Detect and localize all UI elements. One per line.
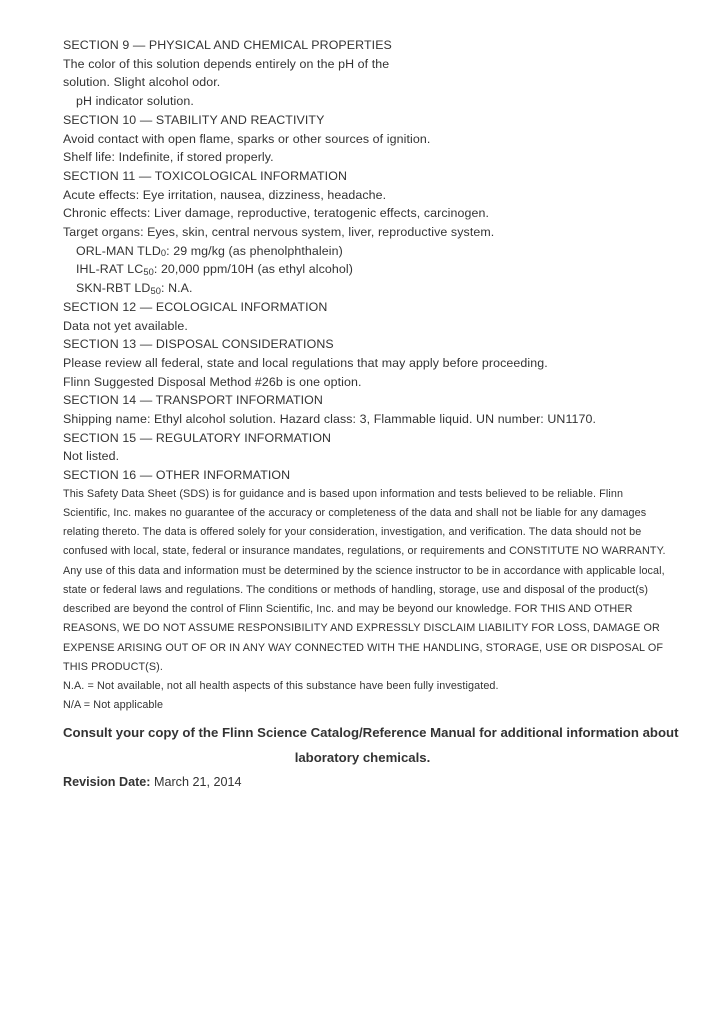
body-line: Acute effects: Eye irritation, nausea, dizziness, headache. <box>63 187 387 202</box>
body-line: Data not yet available. <box>63 318 188 333</box>
section-heading: SECTION 15 — REGULATORY INFORMATION <box>63 430 332 445</box>
revision-date-line <box>63 773 662 792</box>
body-line-indented: pH indicator solution. <box>76 94 194 109</box>
line-segment: March 21, 2014 <box>150 775 242 790</box>
body-line: Shelf life: Indefinite, if stored properly. <box>63 150 274 165</box>
section-heading: SECTION 10 — STABILITY AND REACTIVITY <box>63 112 325 127</box>
fine-print-line: state or federal laws and regulations. The conditions or methods of handling, storage, use and disposal of the product(s) <box>63 583 649 596</box>
body-line: Avoid contact with open flame, sparks or other sources of ignition. <box>63 131 431 146</box>
notice-line: Consult your copy of the Flinn Science Catalog/Reference Manual for additional information about <box>63 725 679 741</box>
section-heading: SECTION 16 — OTHER INFORMATION <box>63 468 291 483</box>
line-segment: : 20,000 ppm/10H (as ethyl alcohol) <box>153 262 353 277</box>
subscript-text: 0 <box>160 248 167 259</box>
body-line: The color of this solution depends entirely on the pH of the <box>63 56 390 71</box>
body-line-indented <box>63 242 662 261</box>
body-line: Flinn Suggested Disposal Method #26b is one option. <box>63 374 362 389</box>
fine-print-line: This Safety Data Sheet (SDS) is for guidance and is based upon information and tests believed to be reliable. Flinn <box>63 487 624 500</box>
line-segment: : 29 mg/kg (as phenolphthalein) <box>166 243 343 258</box>
bold-label: Revision Date: <box>63 775 151 790</box>
fine-print-line: confused with local, state, federal or insurance mandates, regulations, or requirements and CONSTITUTE NO WARRANTY. <box>63 545 666 558</box>
section-heading: SECTION 11 — TOXICOLOGICAL INFORMATION <box>63 168 348 183</box>
line-segment: SKN-RBT LD <box>76 281 151 296</box>
body-line-indented <box>63 260 662 279</box>
body-line: solution. Slight alcohol odor. <box>63 75 221 90</box>
line-segment: ORL-MAN TLD <box>76 243 161 258</box>
line-segment: IHL-RAT LC <box>76 262 144 277</box>
fine-print-line: REASONS, WE DO NOT ASSUME RESPONSIBILITY AND EXPRESSLY DISCLAIM LIABILITY FOR LOSS, DAMAGE OR <box>63 622 660 635</box>
body-line: Shipping name: Ethyl alcohol solution. Hazard class: 3, Flammable liquid. UN number: UN1170. <box>63 412 597 427</box>
section-heading: SECTION 12 — ECOLOGICAL INFORMATION <box>63 299 328 314</box>
section-heading: SECTION 9 — PHYSICAL AND CHEMICAL PROPERTIES <box>63 38 392 52</box>
section-heading: SECTION 14 — TRANSPORT INFORMATION <box>63 393 323 408</box>
notice-line: laboratory chemicals. <box>294 750 431 766</box>
fine-print-line: Any use of this data and information must be determined by the science instructor to be in accordance with applicable local, <box>63 564 665 577</box>
subscript-text: 50 <box>143 267 154 278</box>
subscript-text: 50 <box>150 285 161 296</box>
section-heading: SECTION 13 — DISPOSAL CONSIDERATIONS <box>63 337 334 352</box>
fine-print-line: Scientific, Inc. makes no guarantee of the accuracy or completeness of the data and shall not be liable for any damages <box>63 507 647 520</box>
fine-print-line: N.A. = Not available, not all health aspects of this substance have been fully investigated. <box>63 679 499 692</box>
fine-print-line: EXPENSE ARISING OUT OF OR IN ANY WAY CONNECTED WITH THE HANDLING, STORAGE, USE OR DISPOSAL OF <box>63 641 664 654</box>
body-line-indented <box>63 279 662 298</box>
body-line: Not listed. <box>63 449 120 464</box>
line-segment: : N.A. <box>160 281 193 296</box>
body-line: Target organs: Eyes, skin, central nervous system, liver, reproductive system. <box>63 225 495 240</box>
body-line: Chronic effects: Liver damage, reproductive, teratogenic effects, carcinogen. <box>63 206 489 221</box>
fine-print-line: relating thereto. The data is offered solely for your consideration, investigation, and verification. The data should not be <box>63 526 642 539</box>
body-line: Please review all federal, state and local regulations that may apply before proceeding. <box>63 355 548 370</box>
fine-print-line: described are beyond the control of Flinn Scientific, Inc. and may be beyond our knowledge. FOR THIS AND OTHER <box>63 603 633 616</box>
fine-print-line: THIS PRODUCT(S). <box>63 660 163 673</box>
fine-print-line: N/A = Not applicable <box>63 699 164 712</box>
